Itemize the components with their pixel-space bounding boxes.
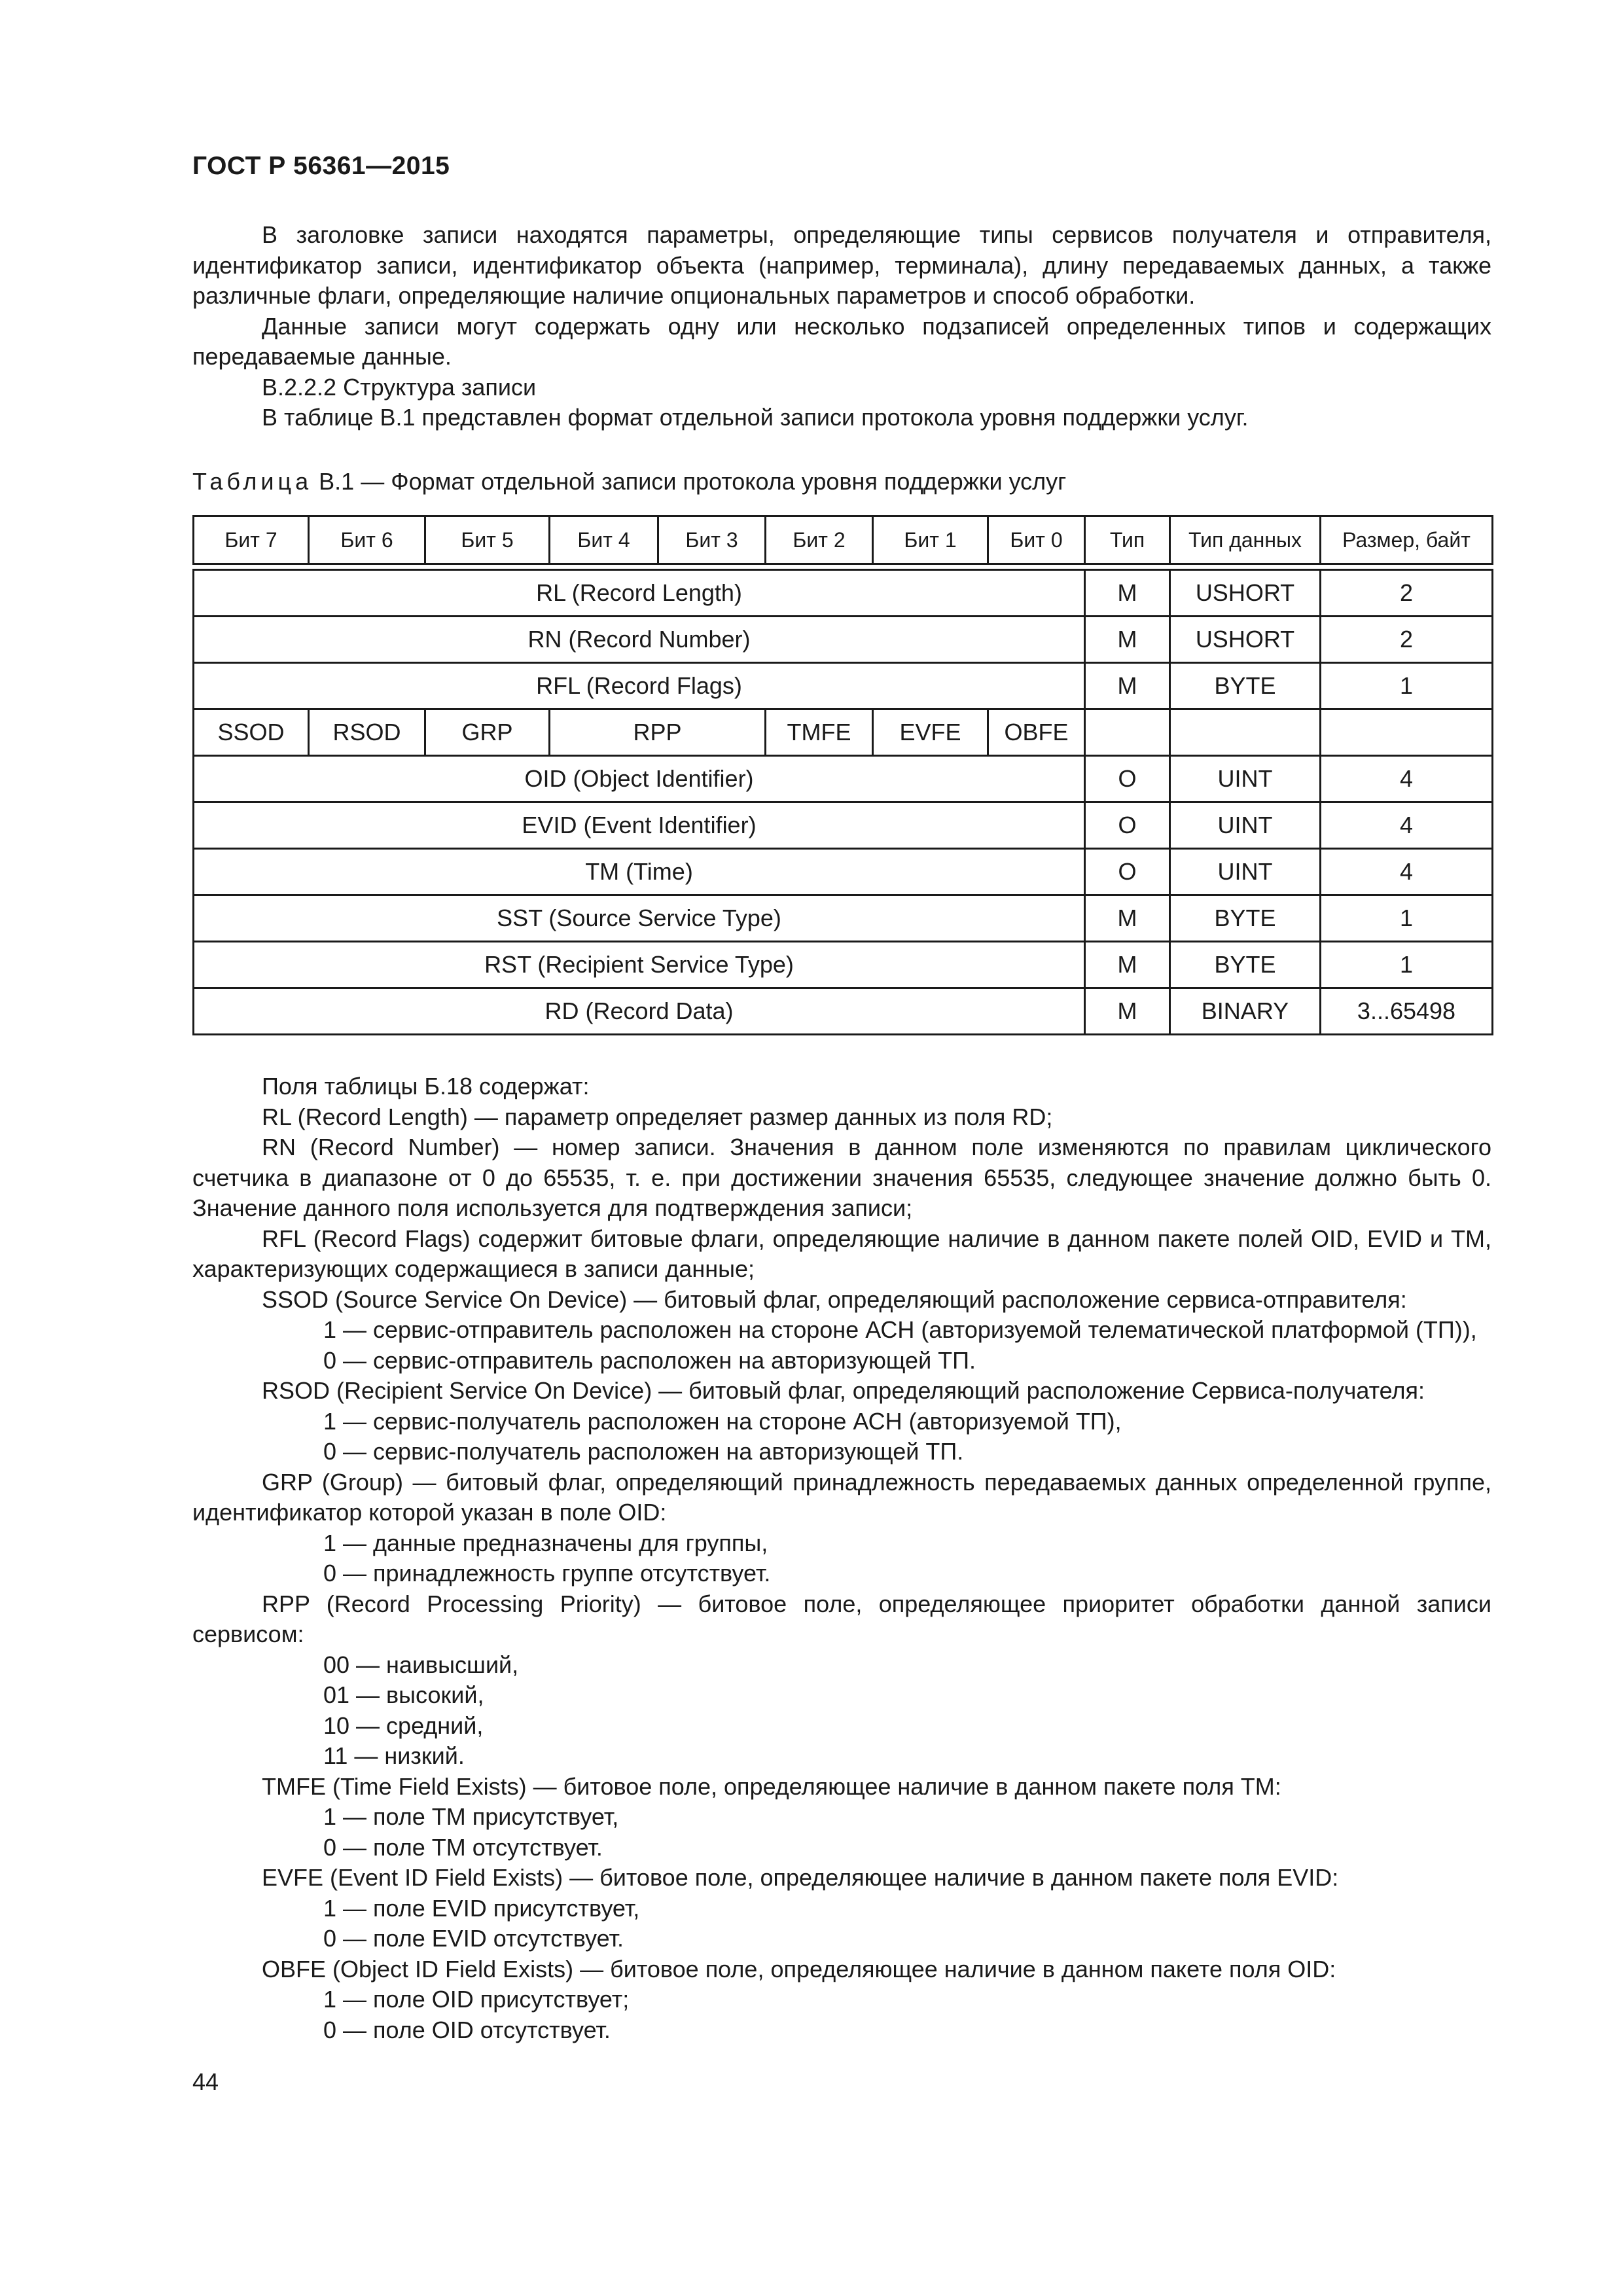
intro-text [192, 220, 1491, 433]
paragraph: RPP (Record Processing Priority) — битовое поле, определяющее приоритет обработки данной записи сервисом: [192, 1590, 1491, 1647]
field-size: 4 [1321, 802, 1493, 849]
field-name: RFL (Record Flags) [194, 663, 1085, 709]
field-name: TM (Time) [194, 849, 1085, 895]
table-row [194, 849, 1493, 895]
header-cell: Бит 7 [194, 516, 309, 564]
caption-label: Таблица [192, 468, 313, 495]
list-item: 01 — высокий, [323, 1681, 484, 1708]
table-row [194, 663, 1493, 709]
list-item: 0 — сервис-получатель расположен на авторизующей ТП. [323, 1438, 964, 1465]
list-item: 0 — сервис-отправитель расположен на авторизующей ТП. [323, 1346, 976, 1374]
table-caption [192, 467, 1066, 497]
list-item: 1 — сервис-отправитель расположен на стороне АСН (авторизуемой телематической платформой (ТП)), [323, 1316, 1477, 1343]
flag-cell: GRP [425, 709, 550, 756]
field-name: RD (Record Data) [194, 988, 1085, 1035]
list-item: 1 — поле OID присутствует; [323, 1986, 630, 2013]
flag-cell: RPP [550, 709, 766, 756]
page-number: 44 [192, 2068, 219, 2095]
field-dtype: BYTE [1170, 942, 1321, 988]
table-row-flags [194, 709, 1493, 756]
field-dtype: UINT [1170, 802, 1321, 849]
field-dtype: BYTE [1170, 895, 1321, 942]
field-type: M [1085, 570, 1170, 617]
field-size: 1 [1321, 663, 1493, 709]
list-item: 0 — принадлежность группе отсутствует. [323, 1560, 771, 1587]
record-format-table [192, 515, 1493, 1035]
list-item: 0 — поле OID отсутствует. [323, 2016, 611, 2043]
paragraph: OBFE (Object ID Field Exists) — битовое поле, определяющее наличие в данном пакете поля OID: [262, 1955, 1336, 1982]
field-size: 1 [1321, 942, 1493, 988]
list-item: 1 — сервис-получатель расположен на стороне АСН (авторизуемой ТП), [323, 1407, 1122, 1435]
header-cell: Бит 5 [425, 516, 550, 564]
table-header-row [194, 516, 1493, 564]
paragraph: TMFE (Time Field Exists) — битовое поле, определяющее наличие в данном пакете поля TM: [262, 1772, 1281, 1800]
flag-cell: SSOD [194, 709, 309, 756]
list-item: 1 — поле EVID присутствует, [323, 1894, 640, 1922]
header-cell: Бит 0 [988, 516, 1085, 564]
field-dtype: USHORT [1170, 617, 1321, 663]
field-name: EVID (Event Identifier) [194, 802, 1085, 849]
header-cell: Размер, байт [1321, 516, 1493, 564]
field-size: 2 [1321, 570, 1493, 617]
field-type: M [1085, 617, 1170, 663]
field-dtype: BYTE [1170, 663, 1321, 709]
paragraph: RSOD (Recipient Service On Device) — битовый флаг, определяющий расположение Сервиса-получателя: [262, 1377, 1425, 1404]
section-heading: В.2.2.2 Структура записи [262, 373, 537, 401]
field-size: 4 [1321, 756, 1493, 802]
flag-cell: EVFE [873, 709, 988, 756]
list-item: 11 — низкий. [323, 1742, 465, 1769]
list-item: 0 — поле EVID отсутствует. [323, 1925, 624, 1952]
list-item: 1 — данные предназначены для группы, [323, 1529, 768, 1556]
paragraph: Поля таблицы Б.18 содержат: [262, 1073, 590, 1100]
list-item: 10 — средний, [323, 1712, 484, 1739]
header-cell: Бит 6 [309, 516, 425, 564]
field-dtype: UINT [1170, 756, 1321, 802]
field-type: O [1085, 802, 1170, 849]
field-size: 4 [1321, 849, 1493, 895]
list-item: 0 — поле TM отсутствует. [323, 1833, 603, 1861]
field-type: O [1085, 849, 1170, 895]
paragraph: GRP (Group) — битовый флаг, определяющий принадлежность передаваемых данных определенной группе, идентификатор которой указан в поле OID: [192, 1468, 1491, 1526]
header-cell: Бит 1 [873, 516, 988, 564]
fields-description [192, 1071, 1491, 2045]
header-cell: Тип данных [1170, 516, 1321, 564]
paragraph: RL (Record Length) — параметр определяет размер данных из поля RD; [262, 1103, 1053, 1130]
paragraph: EVFE (Event ID Field Exists) — битовое поле, определяющее наличие в данном пакете поля EVID: [262, 1864, 1339, 1891]
field-name: RN (Record Number) [194, 617, 1085, 663]
paragraph: RN (Record Number) — номер записи. Значения в данном поле изменяются по правилам циклического счетчика в диапазоне от 0 до 65535, т. е. при достижении значения 65535, следующее значение должно быть 0. Значение данного поля используется для подтверждения записи; [192, 1134, 1491, 1221]
field-type: M [1085, 663, 1170, 709]
field-name: OID (Object Identifier) [194, 756, 1085, 802]
header-cell: Бит 4 [550, 516, 658, 564]
empty-cell [1085, 709, 1170, 756]
table-row [194, 617, 1493, 663]
field-dtype: UINT [1170, 849, 1321, 895]
field-name: RST (Recipient Service Type) [194, 942, 1085, 988]
paragraph: В заголовке записи находятся параметры, определяющие типы сервисов получателя и отправителя, идентификатор записи, идентификатор объекта (например, терминала), длину передаваемых данных, а также различные флаги, определяющие наличие опциональных параметров и способ обработки. [192, 221, 1491, 309]
list-item: 00 — наивысший, [323, 1651, 519, 1678]
caption-text: В.1 — Формат отдельной записи протокола уровня поддержки услуг [312, 468, 1067, 495]
field-size: 3...65498 [1321, 988, 1493, 1035]
flag-cell: OBFE [988, 709, 1085, 756]
table-row [194, 988, 1493, 1035]
header-cell: Бит 2 [766, 516, 873, 564]
header-cell: Тип [1085, 516, 1170, 564]
table-gap [194, 564, 1493, 570]
table-row [194, 895, 1493, 942]
table-row [194, 570, 1493, 617]
table-row [194, 756, 1493, 802]
field-type: M [1085, 942, 1170, 988]
field-name: SST (Source Service Type) [194, 895, 1085, 942]
field-type: O [1085, 756, 1170, 802]
field-dtype: USHORT [1170, 570, 1321, 617]
flag-cell: RSOD [309, 709, 425, 756]
empty-cell [1170, 709, 1321, 756]
paragraph: В таблице В.1 представлен формат отдельной записи протокола уровня поддержки услуг. [262, 404, 1249, 431]
field-name: RL (Record Length) [194, 570, 1085, 617]
flag-cell: TMFE [766, 709, 873, 756]
field-type: M [1085, 988, 1170, 1035]
field-type: M [1085, 895, 1170, 942]
paragraph: SSOD (Source Service On Device) — битовый флаг, определяющий расположение сервиса-отправителя: [262, 1285, 1407, 1313]
header-cell: Бит 3 [658, 516, 766, 564]
paragraph: RFL (Record Flags) содержит битовые флаги, определяющие наличие в данном пакете полей OID, EVID и TM, характеризующих содержащиеся в записи данные; [192, 1225, 1491, 1282]
field-size: 2 [1321, 617, 1493, 663]
paragraph: Данные записи могут содержать одну или несколько подзаписей определенных типов и содержащих передаваемые данные. [192, 312, 1491, 370]
table-row [194, 802, 1493, 849]
list-item: 1 — поле TM присутствует, [323, 1803, 619, 1830]
field-size: 1 [1321, 895, 1493, 942]
empty-cell [1321, 709, 1493, 756]
field-dtype: BINARY [1170, 988, 1321, 1035]
document-header: ГОСТ Р 56361—2015 [192, 152, 450, 180]
table-row [194, 942, 1493, 988]
